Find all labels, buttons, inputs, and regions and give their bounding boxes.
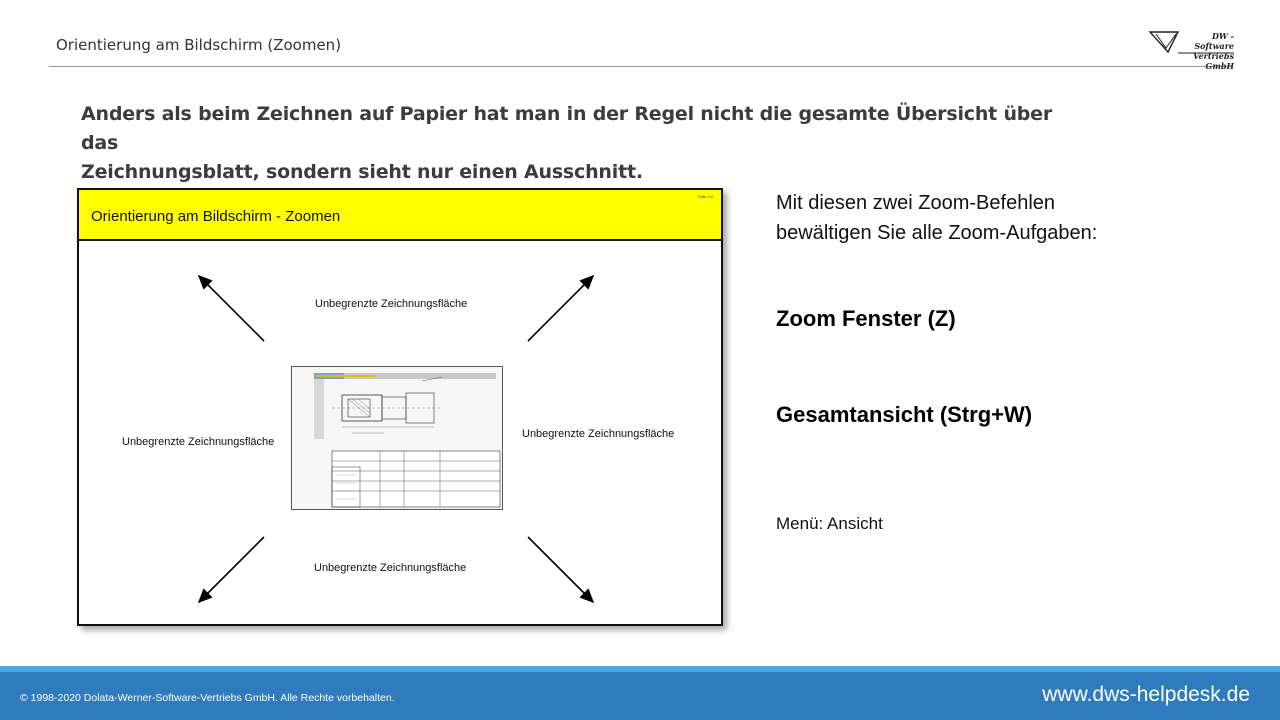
intro-line-1: Anders als beim Zeichnen auf Papier hat man in der Regel nicht die gesamte Übersicht über das [81,103,1053,154]
drawing-thumbnail [291,366,503,510]
embedded-slide [77,188,723,626]
arrow-up-left [199,276,264,341]
menu-value: Ansicht [827,514,883,533]
area-label-right: Unbegrenzte Zeichnungsfläche [522,428,675,440]
logo-text [1180,31,1234,71]
arrow-down-right [528,537,593,602]
zoom-intro-line-2: bewältigen Sie alle Zoom-Aufgaben: [776,222,1098,244]
menu-reference [776,514,883,534]
slide-title: Orientierung am Bildschirm - Zoomen [91,208,341,225]
header-divider [49,66,1232,67]
zoom-intro-line-1: Mit diesen zwei Zoom-Befehlen [776,192,1056,214]
menu-label: Menü: [776,514,824,533]
intro-line-2: Zeichnungsblatt, sondern sieht nur einen Ausschnitt. [81,161,643,183]
footer-stripe [0,666,1280,672]
slide-page-number: Folie 2.9 [697,194,713,199]
arrow-down-left [199,537,264,602]
logo-line-1: DW - Software [1194,31,1234,51]
intro-text [81,100,1081,187]
area-label-bottom: Unbegrenzte Zeichnungsfläche [314,562,467,574]
header-title: Orientierung am Bildschirm (Zoomen) [56,36,342,54]
command-zoom-window: Zoom Fenster (Z) [776,306,956,331]
logo-line-2: Vertriebs GmbH [1193,51,1234,71]
area-label-left: Unbegrenzte Zeichnungsfläche [122,436,275,448]
arrow-up-right [528,276,593,341]
zoom-intro [776,188,1097,248]
footer-bar [0,666,1280,720]
website-link[interactable]: www.dws-helpdesk.de [1042,683,1250,706]
command-full-view: Gesamtansicht (Strg+W) [776,402,1033,427]
area-label-top: Unbegrenzte Zeichnungsfläche [315,298,468,310]
copyright-text: © 1998-2020 Dolata-Werner-Software-Vertriebs GmbH. Alle Rechte vorbehalten. [20,692,395,704]
